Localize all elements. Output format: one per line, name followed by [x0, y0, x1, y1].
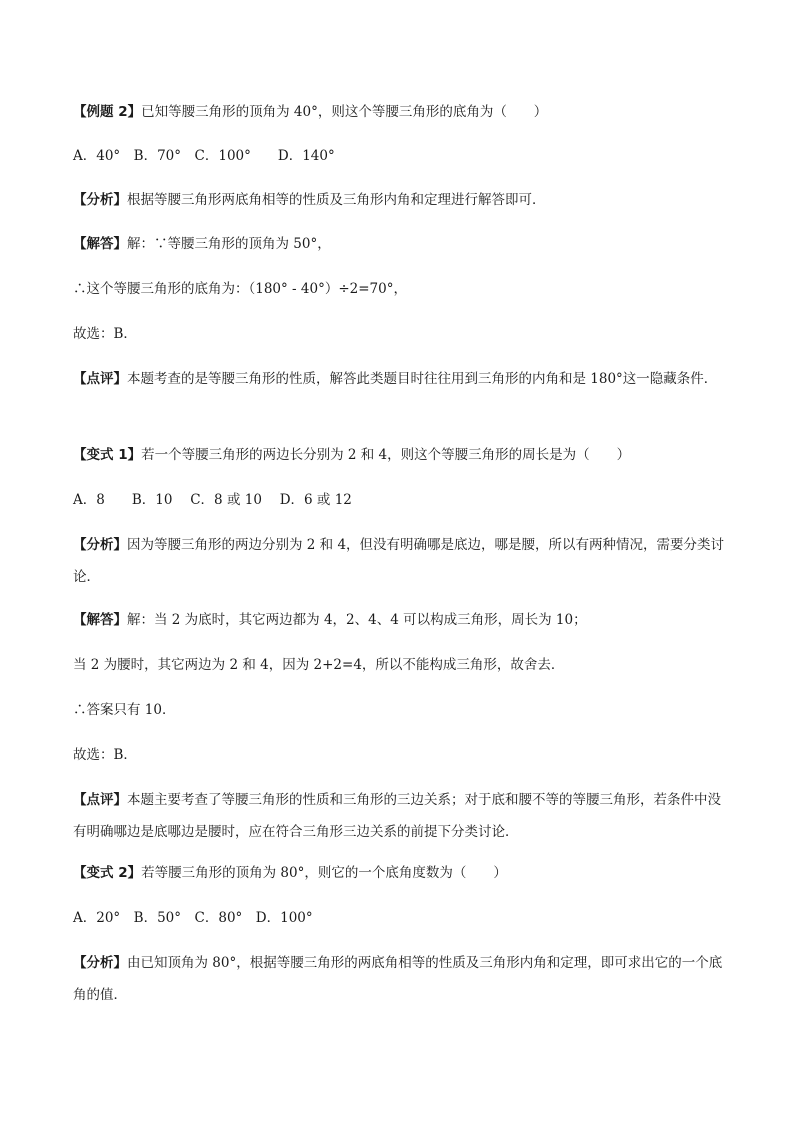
paragraph-text: ∴这个等腰三角形的底角为：（180° - 40°）÷2=70°， [73, 281, 407, 297]
section-label: 【点评】 [73, 792, 127, 808]
variant-1-analysis [73, 529, 733, 593]
section-label: 【解答】 [73, 236, 127, 252]
paragraph-text: 故选：B． [73, 326, 137, 342]
paragraph-text: A．40° B．70° C．100° D．140° [73, 148, 335, 164]
section-label: 【分析】 [73, 955, 127, 971]
example-2-options [73, 140, 733, 172]
paragraph-text: A．20° B．50° C．80° D．100° [73, 910, 313, 926]
paragraph-text: 由已知顶角为 80°，根据等腰三角形的两底角相等的性质及三角形内角和定理，即可求出它的一个底角的值． [73, 955, 723, 1003]
section-label: 【变式 2】 [73, 865, 142, 881]
paragraph-text: 若一个等腰三角形的两边长分别为 2 和 4，则这个等腰三角形的周长是为（ ） [141, 447, 631, 463]
variant-1-question [73, 439, 733, 471]
paragraph-text: 解：∵等腰三角形的顶角为 50°， [127, 236, 331, 252]
variant-1-comment [73, 784, 733, 848]
paragraph-text: 根据等腰三角形两底角相等的性质及三角形内角和定理进行解答即可． [127, 192, 546, 208]
section-label: 【例题 2】 [73, 104, 142, 120]
paragraph-text: 已知等腰三角形的顶角为 40°，则这个等腰三角形的底角为（ ） [141, 104, 548, 120]
variant-1-conclusion [73, 694, 733, 726]
paragraph-text: A．8 B．10 C．8 或 10 D．6 或 12 [73, 492, 352, 508]
variant-2-question [73, 857, 733, 889]
example-2-answer [73, 318, 733, 350]
paragraph-text: 本题主要考查了等腰三角形的性质和三角形的三边关系；对于底和腰不等的等腰三角形，若条件中没有明确哪边是底哪边是腰时，应在符合三角形三边关系的前提下分类讨论． [73, 792, 721, 840]
variant-1-solution-step [73, 649, 733, 681]
variant-1-answer [73, 739, 733, 771]
paragraph-text: 解：当 2 为底时，其它两边都为 4，2、4、4 可以构成三角形，周长为 10； [127, 612, 587, 628]
paragraph-text: 本题考查的是等腰三角形的性质，解答此类题目时往往用到三角形的内角和是 180°这一隐藏条件． [127, 371, 718, 387]
example-2-analysis [73, 184, 733, 216]
section-label: 【分析】 [73, 192, 127, 208]
example-2-comment [73, 363, 733, 395]
paragraph-text: ∴答案只有 10． [73, 702, 176, 718]
example-2-solution [73, 228, 733, 260]
section-label: 【变式 1】 [73, 447, 142, 463]
paragraph-text: 当 2 为腰时，其它两边为 2 和 4，因为 2+2=4，所以不能构成三角形，故舍去． [73, 657, 565, 673]
section-label: 【点评】 [73, 371, 127, 387]
section-label: 【解答】 [73, 612, 127, 628]
variant-1-options [73, 484, 733, 516]
variant-1-solution [73, 604, 733, 636]
example-2-question [73, 96, 733, 128]
variant-2-analysis [73, 947, 733, 1011]
variant-2-options [73, 902, 733, 934]
paragraph-text: 故选：B． [73, 747, 137, 763]
paragraph-text: 因为等腰三角形的两边分别为 2 和 4，但没有明确哪是底边，哪是腰，所以有两种情况，需要分类讨论． [73, 537, 725, 585]
example-2-solution-step [73, 273, 733, 305]
section-label: 【分析】 [73, 537, 127, 553]
paragraph-text: 若等腰三角形的顶角为 80°，则它的一个底角度数为（ ） [141, 865, 507, 881]
